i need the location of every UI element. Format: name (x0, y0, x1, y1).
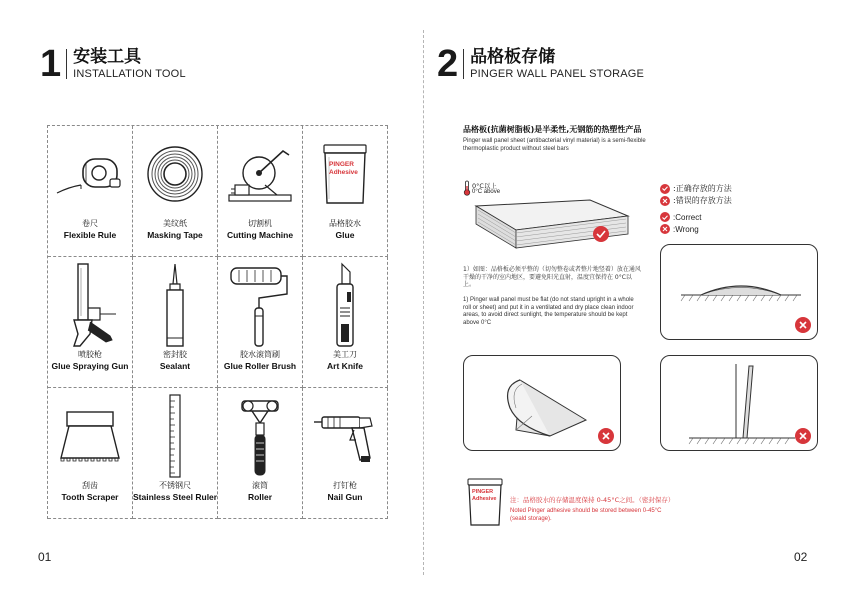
check-icon (660, 184, 670, 194)
section-number: 1 (40, 43, 62, 85)
tool-name-en: Cutting Machine (226, 230, 294, 240)
temperature-en: 0°C above (472, 189, 501, 195)
tool-name-en: Art Knife (327, 361, 363, 371)
legend-wrong-en: :Wrong (660, 224, 699, 234)
tool-grid (47, 125, 388, 519)
tool-name-en: Roller (247, 492, 273, 502)
tool-name-cn: 打钉枪 (333, 481, 357, 490)
wrong-cross-icon (795, 317, 811, 333)
wrong-storage-panel-rolled (463, 355, 621, 451)
page-divider (423, 30, 424, 575)
section-number: 2 (437, 43, 459, 85)
section-title-en: PINGER WALL PANEL STORAGE (470, 68, 645, 80)
section-title-cn: 品格板存储 (470, 47, 556, 67)
tape-measure-icon (48, 132, 132, 216)
tool-cell-roller (218, 388, 303, 519)
section-header-storage (437, 44, 644, 84)
temperature-cn: 0°C以上 (472, 182, 497, 190)
tool-cell-masking-tape (133, 126, 218, 257)
utility-knife-icon (303, 261, 387, 349)
glue-gun-icon (48, 261, 132, 349)
tool-name-en: Nail Gun (327, 492, 363, 502)
tool-name-en: Glue Roller Brush (223, 361, 297, 371)
tool-name-en: Masking Tape (147, 230, 203, 240)
section-title-en: INSTALLATION TOOL (73, 68, 186, 80)
check-icon (660, 212, 670, 222)
tool-cell-sealant (133, 257, 218, 388)
glue-storage-note-cn: 注：品格胶水的存储温度保持 0-45°C之间。（密封保存） (510, 496, 675, 504)
tool-name-cn: 卷尺 (82, 219, 98, 228)
tool-name-cn: 刮齿 (82, 481, 98, 490)
wrong-storage-panel-bent (660, 244, 818, 340)
tool-name-cn: 喷胶枪 (78, 350, 102, 359)
tool-name-cn: 密封胶 (163, 350, 187, 359)
tool-cell-glue-roller-brush (218, 257, 303, 388)
tool-name-cn: 胶水滚筒刷 (240, 350, 280, 359)
section-header-installation-tool (40, 44, 186, 84)
tool-cell-nail-gun (303, 388, 388, 519)
masking-tape-icon (133, 132, 217, 216)
tool-cell-stainless-steel-ruler (133, 388, 218, 519)
tooth-scraper-icon (48, 394, 132, 478)
thermometer-icon (463, 180, 471, 201)
cross-icon (660, 224, 670, 234)
section-divider (66, 49, 67, 79)
section-divider (463, 49, 464, 79)
tool-cell-cutting-machine (218, 126, 303, 257)
tool-name-en: Flexible Rule (63, 230, 117, 240)
legend-correct-cn: :正确存放的方法 (660, 183, 732, 194)
hand-roller-icon (218, 392, 302, 480)
tool-name-en: Glue Spraying Gun (51, 361, 129, 371)
sealant-tube-icon (133, 261, 217, 349)
storage-subtitle-cn: 品格板(抗菌树脂板)是半柔性,无钢筋的热塑性产品 (463, 125, 642, 134)
tool-cell-glue-spraying-gun (48, 257, 133, 388)
tool-name-cn: 美纹纸 (163, 219, 187, 228)
glue-storage-note-en: Noted Pinger adhesive should be stored between 0-45°C (seald storage). (510, 508, 662, 522)
tool-name-cn: 美工刀 (333, 350, 357, 359)
cross-icon (660, 196, 670, 206)
tool-cell-art-knife (303, 257, 388, 388)
cutting-machine-icon (218, 132, 302, 216)
tool-cell-glue (303, 126, 388, 257)
tool-name-en: Glue (335, 230, 355, 240)
page-number-right: 02 (794, 550, 808, 564)
tool-name-en: Tooth Scraper (61, 492, 119, 502)
tool-name-en: Sealant (159, 361, 191, 371)
nail-gun-icon (303, 394, 387, 478)
storage-note-cn: 1）如图：品格板必须平整的（切勿整卷或者整片地竖着）放在通风 干燥的干净的室内地区，要避免阳光直射，温度宜保持在 0°C以上。 (463, 266, 641, 288)
tool-name-cn: 切割机 (248, 219, 272, 228)
tool-name-cn: 品格胶水 (329, 219, 361, 228)
legend-wrong-cn: :错误的存放方法 (660, 195, 732, 206)
steel-ruler-icon (133, 392, 217, 480)
storage-subtitle-en: Pinger wall panel sheet (antibacterial vinyl material) is a semi-flexible thermoplastic product without steel bars (463, 138, 646, 152)
storage-note-en: 1) Pinger wall panel must be flat (do not stand upright in a whole roll or sheet) and put it in a ventilated and dry place clean indoor areas, to avoid direct sunlight, the temperature should be kept above 0°C (463, 297, 634, 326)
glue-brand-label: PINGER Adhesive (329, 161, 358, 176)
wrong-storage-panel-upright (660, 355, 818, 451)
wrong-cross-icon (598, 428, 614, 444)
tool-name-en: Stainless Steel Ruler (133, 492, 218, 502)
wrong-cross-icon (795, 428, 811, 444)
tool-cell-tooth-scraper (48, 388, 133, 519)
section-title-cn: 安装工具 (73, 47, 142, 67)
tool-name-cn: 不锈钢尺 (159, 481, 191, 490)
roller-brush-icon (218, 261, 302, 349)
glue-brand-label: PINGER Adhesive (472, 489, 497, 502)
legend-correct-en: :Correct (660, 212, 701, 222)
page-number-left: 01 (38, 550, 52, 564)
tool-name-cn: 滚筒 (252, 481, 268, 490)
glue-bucket-icon (303, 132, 387, 216)
glue-bucket-small-icon (466, 478, 504, 526)
tool-cell-flexible-rule (48, 126, 133, 257)
correct-check-icon (593, 226, 609, 242)
